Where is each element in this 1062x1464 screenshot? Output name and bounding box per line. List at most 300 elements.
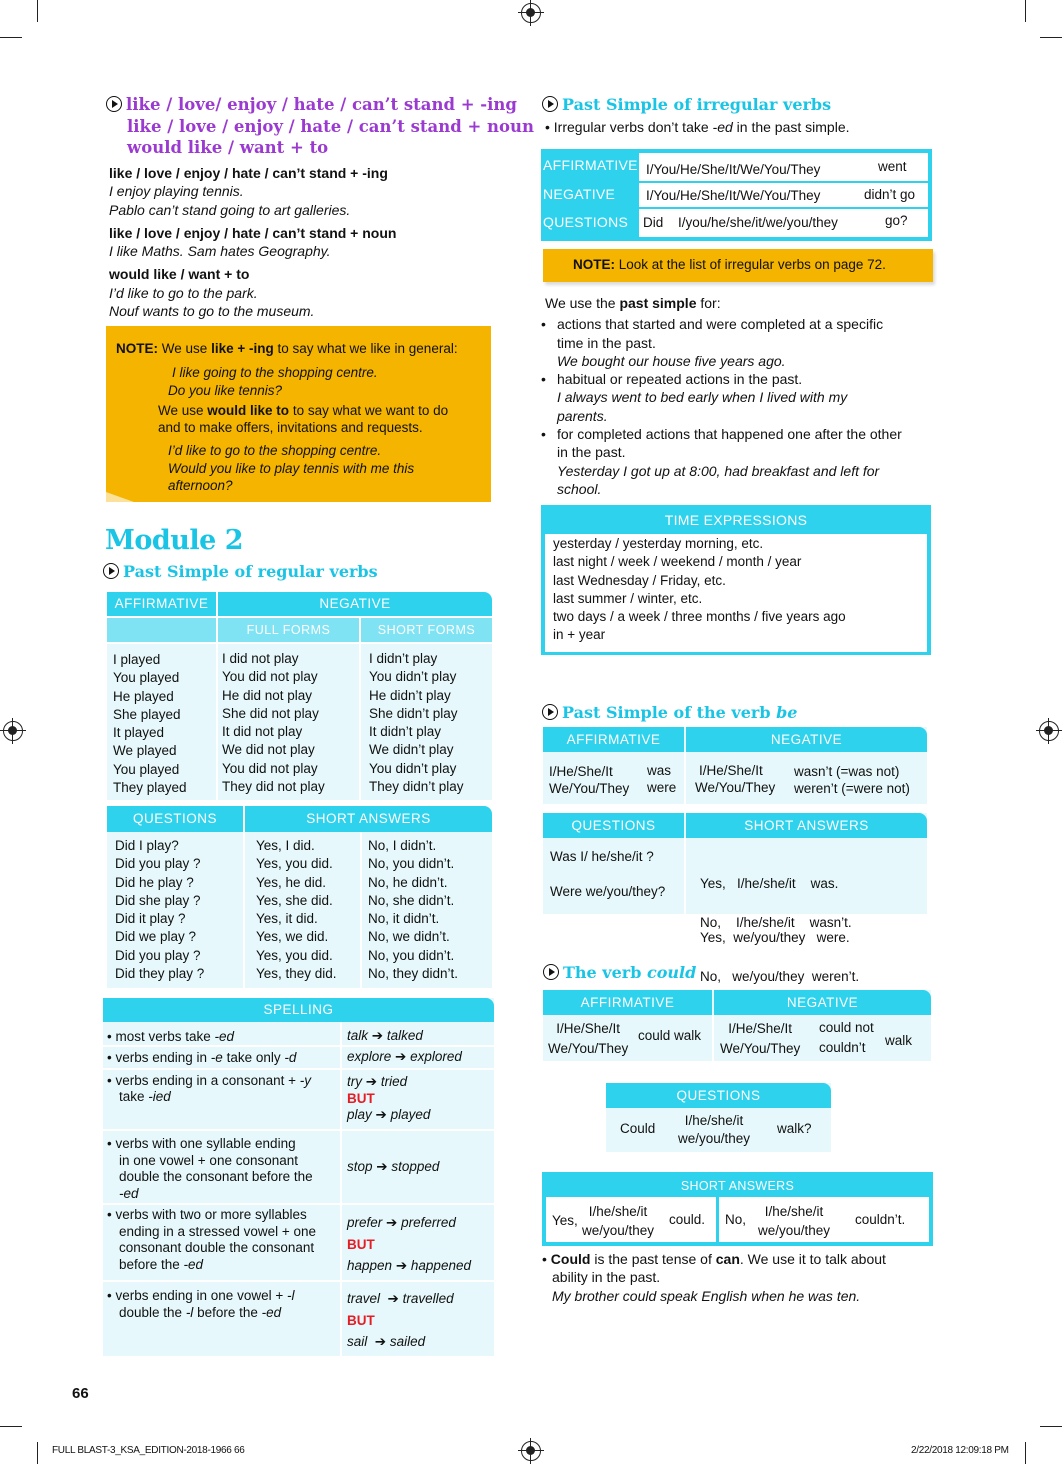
spelling-header: SPELLING bbox=[103, 998, 494, 1022]
yes-answer: Yes, he did. bbox=[256, 874, 327, 890]
yes-answer: Yes, we did. bbox=[256, 929, 329, 945]
crop-mark bbox=[1040, 1426, 1062, 1427]
could-neg-subjects bbox=[720, 1019, 800, 1059]
example: I always went to bed early when I lived with my bbox=[557, 389, 848, 406]
short-form: She didn’t play bbox=[369, 705, 458, 721]
answer-word: No, bbox=[700, 915, 722, 930]
yes-answer: Yes, it did. bbox=[256, 911, 318, 927]
col-header: SHORT FORMS bbox=[361, 618, 492, 642]
full-form: You did not play bbox=[222, 669, 318, 685]
item-text: time in the past. bbox=[557, 334, 656, 351]
but-label: BUT bbox=[347, 1312, 375, 1328]
verb: could not bbox=[819, 1020, 874, 1035]
arrow-icon: ➔ bbox=[395, 1049, 407, 1064]
spelling-rule bbox=[107, 1136, 313, 1202]
verb: prefer bbox=[347, 1215, 383, 1230]
registration-mark-icon bbox=[3, 721, 23, 741]
arrow-icon: ➔ bbox=[375, 1107, 387, 1122]
crop-mark bbox=[0, 37, 22, 38]
heading-line: like / love/ enjoy / hate / can’t stand + -ing bbox=[126, 95, 517, 114]
bullet-text: in the past simple. bbox=[732, 119, 850, 135]
could: Could bbox=[620, 1121, 656, 1136]
row-label: QUESTIONS bbox=[543, 214, 629, 230]
full-form: You did not play bbox=[222, 760, 318, 776]
col-header: QUESTIONS bbox=[606, 1083, 831, 1108]
play-icon bbox=[103, 563, 119, 579]
question: Did I play? bbox=[115, 838, 179, 853]
no-subjects bbox=[758, 1202, 830, 1240]
affirmative-list bbox=[113, 651, 187, 797]
heading-text: Past Simple of regular verbs bbox=[123, 562, 378, 581]
subject: we/you/they bbox=[733, 930, 806, 945]
intro-text: for: bbox=[696, 295, 721, 311]
arrow-icon: ➔ bbox=[395, 1258, 408, 1273]
could-heading bbox=[543, 963, 696, 982]
verb: explore bbox=[347, 1049, 392, 1064]
note-line bbox=[573, 257, 886, 272]
full-form: They did not play bbox=[222, 779, 325, 795]
yes-answer: Yes, they did. bbox=[256, 966, 337, 982]
question: Were we/you/they? bbox=[550, 884, 666, 899]
verb: stopped bbox=[391, 1159, 440, 1174]
subject: I/you/he/she/it/we/you/they bbox=[678, 215, 838, 230]
question: Did you play ? bbox=[115, 947, 201, 963]
rule-text: -y bbox=[299, 1073, 311, 1088]
question: Did it play ? bbox=[115, 911, 186, 927]
list-item: • for completed actions that happened one after the other in the past. Yesterday I got up at 8:00, had breakfast and left for school. bbox=[545, 425, 940, 498]
verb: was. bbox=[810, 876, 839, 891]
col-header: QUESTIONS bbox=[543, 813, 684, 838]
note-bold: like + -ing bbox=[211, 341, 274, 356]
col-header: SHORT ANSWERS bbox=[680, 1179, 795, 1193]
question: Did you play ? bbox=[115, 856, 201, 872]
subject: we/you/they bbox=[732, 969, 805, 984]
intro-text: We use the bbox=[545, 295, 620, 311]
note-bold: would like to bbox=[207, 403, 290, 418]
spelling-rule bbox=[107, 1073, 311, 1105]
bullet-text: ability in the past. bbox=[552, 1269, 661, 1286]
be-table bbox=[543, 727, 927, 804]
no-answer: No, you didn’t. bbox=[368, 947, 455, 963]
item-text: for completed actions that happened one after the other bbox=[557, 426, 902, 443]
time-expressions-box bbox=[541, 505, 931, 655]
verb: travelled bbox=[402, 1291, 454, 1306]
time-expression: last summer / winter, etc. bbox=[553, 590, 703, 606]
but-label: BUT bbox=[347, 1090, 375, 1106]
short-form: It didn’t play bbox=[369, 724, 442, 740]
rule-text: before the bbox=[119, 1256, 184, 1272]
example: I like Maths. Sam hates Geography. bbox=[109, 243, 331, 260]
row-divider bbox=[639, 207, 928, 209]
verb: preferred bbox=[401, 1215, 456, 1230]
no-answer: No, we didn’t. bbox=[368, 929, 450, 945]
questions-list bbox=[115, 837, 204, 983]
be-aff-verbs bbox=[647, 762, 676, 796]
subject: I/he/she/it bbox=[588, 1204, 648, 1219]
full-form: He did not play bbox=[222, 687, 313, 703]
rule-text: -e bbox=[210, 1050, 223, 1065]
rule-text: • verbs with two or more syllables bbox=[107, 1207, 307, 1222]
example: I like going to the shopping centre. bbox=[172, 365, 378, 380]
intro-bold: past simple bbox=[619, 295, 697, 311]
spelling-example bbox=[347, 1212, 471, 1277]
row-divider bbox=[103, 1129, 494, 1131]
col-header: NEGATIVE bbox=[714, 990, 931, 1015]
arrow-icon: ➔ bbox=[376, 1159, 388, 1174]
question: Did we play ? bbox=[115, 929, 197, 945]
note-examples bbox=[168, 364, 378, 399]
full-form: It did not play bbox=[222, 724, 303, 740]
affirmative-form: It played bbox=[113, 725, 165, 741]
module-title: Module 2 bbox=[105, 525, 244, 556]
full-form: She did not play bbox=[222, 705, 319, 721]
verb: talked bbox=[386, 1028, 423, 1043]
could-short-answers bbox=[542, 1172, 933, 1246]
spelling-rule bbox=[107, 1288, 294, 1321]
example: My brother could speak English when he was ten. bbox=[552, 1287, 861, 1304]
no-answers-list bbox=[368, 837, 458, 983]
question: Was I/ he/she/it ? bbox=[550, 849, 654, 864]
example: Nouf wants to go to the museum. bbox=[109, 303, 315, 320]
arrow-icon: ➔ bbox=[365, 1074, 378, 1089]
verb: weren’t (=were not) bbox=[794, 781, 910, 796]
example: Pablo can’t stand going to art galleries. bbox=[109, 201, 351, 218]
verb: play bbox=[347, 1107, 372, 1122]
verb: explored bbox=[410, 1049, 462, 1064]
heading-text: Past Simple of the verb bbox=[562, 703, 777, 722]
affirmative-form: We played bbox=[113, 743, 177, 759]
be-neg-subjects bbox=[695, 762, 775, 796]
spelling-example bbox=[347, 1288, 454, 1353]
col-header: FULL FORMS bbox=[218, 618, 359, 642]
example: afternoon? bbox=[168, 478, 233, 493]
affirmative-form: They played bbox=[113, 780, 187, 796]
could-neg-verbs bbox=[819, 1018, 874, 1058]
yes-answer: Yes, she did. bbox=[256, 892, 333, 908]
subject: we/you/they bbox=[678, 1131, 751, 1146]
no-answer: No, he didn’t. bbox=[368, 874, 448, 890]
time-expression: yesterday / yesterday morning, etc. bbox=[553, 536, 764, 551]
spelling-example bbox=[347, 1159, 439, 1175]
divider bbox=[359, 644, 361, 800]
short-form: We didn’t play bbox=[369, 742, 454, 758]
subject: I/He/She/It bbox=[699, 763, 763, 778]
crop-mark bbox=[1025, 0, 1026, 22]
answer-word: No, bbox=[700, 969, 722, 984]
time-expressions-list bbox=[553, 535, 846, 645]
divider bbox=[712, 1015, 714, 1061]
could-aff-subjects bbox=[548, 1019, 628, 1059]
irregular-bullet bbox=[545, 119, 850, 135]
example: school. bbox=[557, 480, 602, 497]
could-bullet: • Could is the past tense of can. We use it to talk about ability in the past. My brother could speak English when he was ten. bbox=[542, 1251, 886, 1304]
subject: I/He/She/It bbox=[549, 764, 613, 779]
question: Did she play ? bbox=[115, 892, 201, 908]
crop-mark bbox=[37, 1442, 38, 1464]
irregular-table bbox=[541, 149, 932, 241]
did: Did bbox=[643, 215, 664, 230]
registration-mark-icon bbox=[521, 3, 541, 23]
rule-text: take bbox=[119, 1089, 149, 1104]
short-form: He didn’t play bbox=[369, 687, 451, 703]
heading-line: like / love / enjoy / hate / can’t stand + noun bbox=[127, 116, 535, 136]
yes-answer: Yes, you did. bbox=[256, 856, 333, 872]
block-title: like / love / enjoy / hate / can’t stand + -ing bbox=[109, 165, 388, 181]
crop-mark bbox=[1025, 1442, 1026, 1464]
heading-line: would like / want + to bbox=[127, 138, 329, 157]
rule-text: before the bbox=[193, 1304, 262, 1320]
short-form: You didn’t play bbox=[369, 760, 457, 776]
verb: stop bbox=[347, 1159, 373, 1174]
rule-text: • verbs ending in one vowel + bbox=[107, 1288, 287, 1303]
could-q-subjects bbox=[678, 1112, 750, 1148]
spelling-rule bbox=[107, 1207, 316, 1273]
like-section-headings bbox=[106, 94, 534, 159]
verb: couldn’t bbox=[819, 1040, 866, 1055]
affirmative-form: I played bbox=[113, 652, 161, 667]
regular-heading bbox=[103, 562, 378, 581]
note-text: We use bbox=[161, 341, 208, 356]
bullet-text: -ed bbox=[712, 119, 733, 135]
heading-text: The verb bbox=[563, 963, 647, 982]
full-form: We did not play bbox=[222, 742, 315, 758]
arrow-icon: ➔ bbox=[387, 1291, 399, 1306]
verb: couldn’t. bbox=[855, 1212, 906, 1227]
bold-text: Could bbox=[550, 1251, 591, 1267]
subject: we/you/they bbox=[582, 1223, 655, 1238]
verb: wasn’t. bbox=[809, 915, 852, 930]
rule-text: • verbs ending in bbox=[107, 1050, 211, 1065]
col-header: AFFIRMATIVE bbox=[107, 592, 216, 616]
yes-subjects bbox=[582, 1202, 654, 1240]
verb: weren’t. bbox=[811, 969, 860, 984]
example: I’d like to go to the shopping centre. bbox=[168, 443, 382, 458]
irregular-note bbox=[543, 249, 933, 282]
play-icon bbox=[106, 96, 122, 112]
yes-answer: Yes, you did. bbox=[256, 947, 333, 963]
list-item: • habitual or repeated actions in the past. I always went to bed early when I lived with my parents. bbox=[545, 370, 940, 425]
subject: I/he/she/it bbox=[684, 1113, 744, 1128]
irregular-heading bbox=[542, 95, 831, 114]
row-divider bbox=[103, 1280, 494, 1282]
verb: walk bbox=[885, 1033, 913, 1048]
rule-text: ending in a stressed vowel + one bbox=[119, 1223, 317, 1239]
list-item: • actions that started and were completed at a specific time in the past. We bought our house five years ago. bbox=[545, 315, 940, 370]
verb: went bbox=[878, 159, 907, 174]
bullet-text: is the past tense of bbox=[590, 1251, 716, 1267]
uses-section bbox=[541, 294, 940, 498]
subject: We/You/They bbox=[549, 781, 630, 796]
short-form: They didn’t play bbox=[369, 779, 464, 795]
rule-text: -ed bbox=[214, 1029, 235, 1044]
full-forms-list bbox=[222, 650, 325, 796]
registration-mark-icon bbox=[1039, 721, 1059, 741]
verb: travel bbox=[347, 1291, 381, 1306]
col-header-blank bbox=[107, 618, 216, 642]
row-divider bbox=[103, 1045, 494, 1047]
verb: could. bbox=[669, 1212, 706, 1227]
but-label: BUT bbox=[347, 1236, 375, 1252]
affirmative-form: You played bbox=[113, 670, 180, 686]
regular-table bbox=[107, 592, 492, 800]
rule-text: -ed bbox=[261, 1304, 282, 1320]
yes-answer: Yes, I did. bbox=[256, 838, 315, 853]
example: I’d like to go to the park. bbox=[109, 284, 258, 301]
subject: We/You/They bbox=[695, 780, 776, 795]
heading-text: could bbox=[646, 963, 697, 982]
example: parents. bbox=[557, 407, 608, 424]
verb: happen bbox=[347, 1258, 393, 1273]
rule-text: -l bbox=[185, 1304, 194, 1320]
note-text: to say what we want to do bbox=[292, 403, 449, 418]
no-answer: No, she didn’t. bbox=[368, 892, 455, 908]
divider bbox=[360, 832, 362, 988]
time-expression: two days / a week / three months / five years ago bbox=[553, 609, 846, 625]
divider bbox=[243, 832, 245, 988]
block-title: like / love / enjoy / hate / can’t stand + noun bbox=[109, 224, 397, 241]
subject: I/he/she/it bbox=[737, 876, 796, 891]
col-header: SHORT ANSWERS bbox=[686, 813, 927, 838]
note-line bbox=[116, 341, 458, 356]
subject: I/he/she/it bbox=[736, 915, 795, 930]
play-icon bbox=[542, 96, 558, 112]
answer-word: Yes, bbox=[700, 876, 726, 891]
example: Do you like tennis? bbox=[168, 382, 283, 398]
be-neg-verbs bbox=[794, 763, 910, 797]
example: I enjoy playing tennis. bbox=[109, 183, 244, 200]
crop-mark bbox=[1040, 37, 1062, 38]
rule-text: • verbs ending in a consonant + bbox=[107, 1073, 300, 1088]
verb: happened bbox=[410, 1258, 471, 1273]
heading-text: Past Simple of irregular verbs bbox=[562, 95, 832, 114]
subject: we/you/they bbox=[758, 1223, 831, 1238]
note-text: to say what we like in general: bbox=[277, 341, 458, 356]
registration-mark-icon bbox=[521, 1441, 541, 1461]
rule-text: -l bbox=[286, 1288, 295, 1303]
no-answer: No, they didn’t. bbox=[368, 966, 459, 982]
verb: could walk bbox=[638, 1028, 702, 1043]
verb: was bbox=[647, 763, 672, 778]
short-form: I didn’t play bbox=[369, 651, 438, 666]
crop-mark bbox=[0, 1426, 22, 1427]
col-header: NEGATIVE bbox=[218, 592, 492, 616]
arrow-icon: ➔ bbox=[386, 1215, 398, 1230]
yes-answers-list bbox=[256, 837, 337, 983]
rule-text: take only bbox=[222, 1050, 285, 1065]
affirmative-form: You played bbox=[113, 761, 180, 777]
col-header: QUESTIONS bbox=[107, 806, 243, 832]
footer-file: FULL BLAST-3_KSA_EDITION-2018-1966 66 bbox=[52, 1445, 245, 1456]
row-divider bbox=[639, 181, 928, 183]
divider bbox=[684, 752, 686, 804]
arrow-icon: ➔ bbox=[374, 1334, 387, 1349]
time-expressions-header: TIME EXPRESSIONS bbox=[664, 512, 808, 528]
note-text: Look at the list of irregular verbs on page 72. bbox=[618, 257, 886, 272]
row-label: NEGATIVE bbox=[543, 186, 616, 202]
item-text: in the past. bbox=[557, 444, 626, 461]
affirmative-form: He played bbox=[113, 688, 174, 704]
verb: sail bbox=[347, 1334, 368, 1349]
short-form: You didn’t play bbox=[369, 669, 457, 685]
example: Would you like to play tennis with me this bbox=[168, 460, 415, 476]
rule-text: consonant double the consonant bbox=[119, 1240, 315, 1255]
spelling-rule bbox=[107, 1029, 234, 1044]
subject: We/You/They bbox=[548, 1041, 629, 1056]
answer-word: No, bbox=[725, 1212, 747, 1227]
verb: sailed bbox=[389, 1334, 426, 1349]
verb: played bbox=[390, 1107, 431, 1122]
example: We bought our house five years ago. bbox=[557, 352, 786, 369]
block-title: would like / want + to bbox=[109, 266, 250, 283]
col-header: AFFIRMATIVE bbox=[543, 727, 684, 752]
rule-text: • most verbs take bbox=[107, 1029, 215, 1044]
divider bbox=[340, 1022, 342, 1356]
time-expression: in + year bbox=[553, 627, 606, 643]
no-answer: No, you didn’t. bbox=[368, 856, 455, 872]
rule-text: • verbs with one syllable ending bbox=[107, 1136, 296, 1151]
play-icon bbox=[542, 704, 558, 720]
bullet-text: . We use it to talk about bbox=[739, 1251, 886, 1267]
row-label: AFFIRMATIVE bbox=[543, 157, 638, 173]
col-header: NEGATIVE bbox=[686, 727, 927, 752]
rule-text: in one vowel + one consonant bbox=[119, 1152, 299, 1168]
rule-text: double the bbox=[119, 1304, 186, 1320]
note-fold bbox=[106, 492, 134, 502]
footer-timestamp: 2/22/2018 12:09:18 PM bbox=[911, 1445, 1009, 1456]
time-expression: last Wednesday / Friday, etc. bbox=[553, 572, 726, 588]
divider bbox=[216, 644, 218, 800]
answer-word: Yes, bbox=[700, 930, 726, 945]
question: Did they play ? bbox=[115, 966, 205, 982]
verb: go? bbox=[885, 213, 908, 228]
play-icon bbox=[543, 964, 559, 980]
verb: tried bbox=[380, 1074, 408, 1089]
divider bbox=[684, 838, 686, 914]
arrow-icon: ➔ bbox=[371, 1028, 384, 1043]
no-answer: No, I didn’t. bbox=[368, 838, 437, 853]
heading-text: be bbox=[776, 703, 798, 722]
note-examples bbox=[168, 442, 414, 495]
rule-text: -d bbox=[284, 1050, 297, 1065]
answer-word: Yes, bbox=[552, 1213, 578, 1228]
verb: were bbox=[647, 780, 677, 795]
rule-text: double the consonant before the bbox=[119, 1169, 313, 1184]
subject: I/He/She/It bbox=[728, 1021, 793, 1036]
subject: I/You/He/She/It/We/You/They bbox=[646, 188, 821, 203]
spelling-rule bbox=[107, 1050, 296, 1065]
subject: We/You/They bbox=[720, 1041, 801, 1056]
verb: wasn’t (=was not) bbox=[794, 764, 900, 779]
note-label: NOTE: bbox=[116, 341, 158, 356]
full-form: I did not play bbox=[222, 651, 299, 666]
col-header: SHORT ANSWERS bbox=[245, 806, 492, 832]
note-box bbox=[106, 326, 491, 502]
no-answer: No, it didn’t. bbox=[368, 911, 440, 927]
subject: I/He/She/It bbox=[556, 1021, 621, 1036]
note-line bbox=[158, 402, 448, 436]
be-heading bbox=[542, 703, 797, 722]
verb: were. bbox=[816, 930, 850, 945]
question: Did he play ? bbox=[115, 874, 194, 890]
spelling-example bbox=[347, 1049, 462, 1065]
rule-text: -ed bbox=[183, 1256, 204, 1272]
item-text: actions that started and were completed at a specific bbox=[557, 316, 884, 333]
row-divider bbox=[103, 1203, 494, 1205]
questions-table bbox=[107, 806, 492, 988]
could-questions-table bbox=[606, 1083, 831, 1152]
page-number: 66 bbox=[72, 1385, 89, 1402]
bullet-text: • Irregular verbs don’t take bbox=[545, 119, 713, 135]
